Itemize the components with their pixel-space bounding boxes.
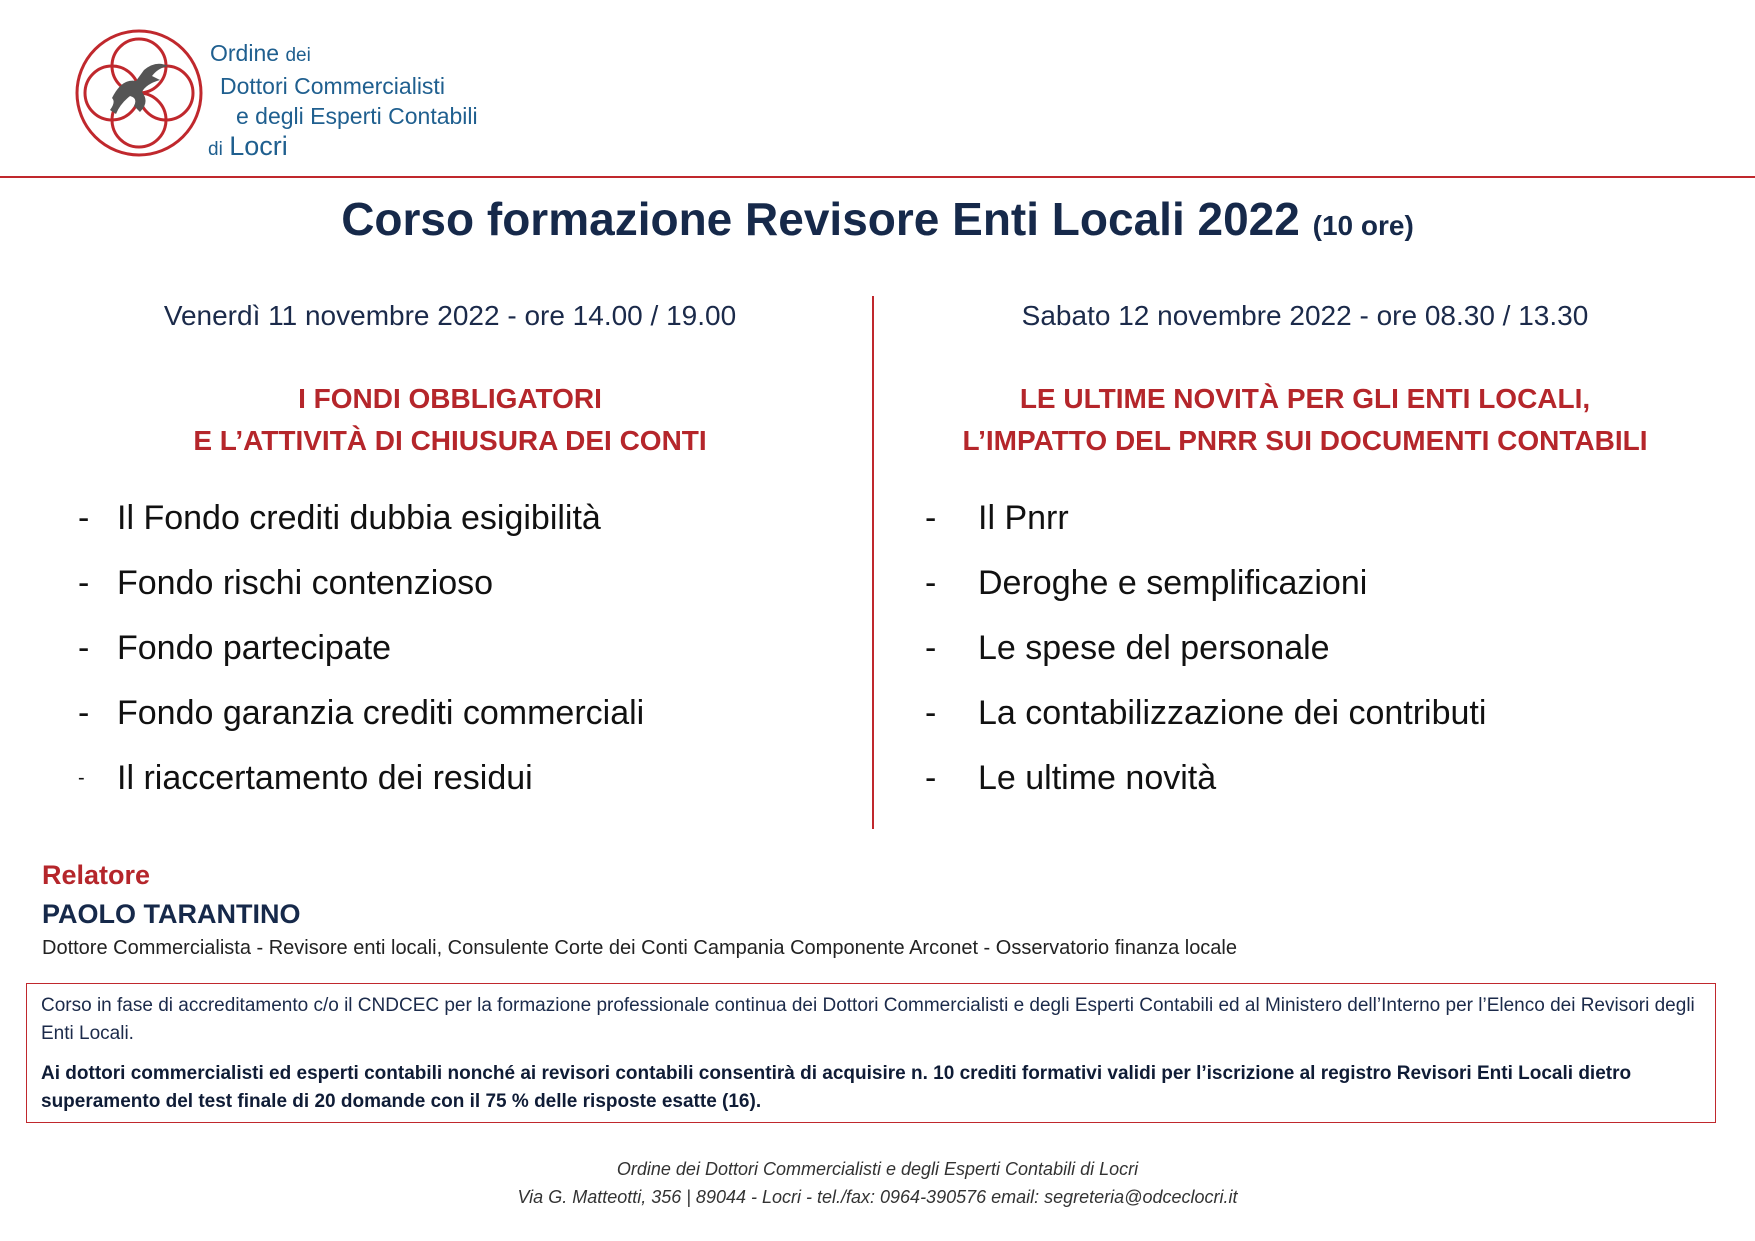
list-item bbox=[50, 563, 850, 628]
list-item-text: Deroghe e semplificazioni bbox=[978, 564, 1368, 602]
bullet-dash: - bbox=[925, 694, 937, 732]
bullet-dash: - bbox=[925, 564, 937, 602]
speaker-name: PAOLO TARANTINO bbox=[42, 899, 301, 929]
org-name-di: di bbox=[208, 139, 223, 160]
list-item bbox=[905, 628, 1705, 693]
column-divider bbox=[872, 296, 874, 829]
footer-line1: Ordine dei Dottori Commercialisti e degli Esperti Contabili di Locri bbox=[616, 1159, 1139, 1179]
speaker-description: Dottore Commercialista - Revisore enti locali, Consulente Corte dei Conti Campania Componente Arconet - Osservatorio finanza locale bbox=[42, 937, 1237, 959]
header-divider bbox=[0, 176, 1755, 178]
left-topic-list bbox=[50, 498, 850, 823]
bullet-dash: - bbox=[925, 499, 937, 537]
org-name-line2: Dottori Commercialisti bbox=[220, 73, 445, 99]
org-name-line3: e degli Esperti Contabili bbox=[236, 103, 478, 129]
org-name-locri: Locri bbox=[229, 131, 288, 161]
list-item bbox=[50, 628, 850, 693]
org-name-dei: dei bbox=[285, 45, 311, 66]
list-item bbox=[905, 563, 1705, 628]
list-item bbox=[50, 758, 850, 823]
organization-name bbox=[208, 38, 478, 165]
list-item-text: La contabilizzazione dei contributi bbox=[978, 694, 1487, 732]
logo-emblem bbox=[72, 26, 206, 160]
right-topic bbox=[905, 378, 1705, 462]
list-item bbox=[905, 758, 1705, 823]
right-date: Sabato 12 novembre 2022 - ore 08.30 / 13.30 bbox=[1021, 300, 1589, 331]
left-date: Venerdì 11 novembre 2022 - ore 14.00 / 19.00 bbox=[163, 300, 737, 331]
list-item bbox=[905, 498, 1705, 563]
page-title bbox=[0, 192, 1755, 246]
notice-credits-text: Ai dottori commercialisti ed esperti contabili nonché ai revisori contabili consentirà di acquisire n. 10 crediti formativi validi per l’iscrizione al registro Revisori Enti Locali dietro superamento del test finale di 20 domande con il 75 % delle risposte esatte (16). bbox=[41, 1063, 1632, 1112]
accreditation-notice bbox=[26, 983, 1716, 1123]
list-item-text: Fondo partecipate bbox=[117, 629, 392, 667]
bullet-dash: - bbox=[78, 629, 90, 667]
bullet-dash: - bbox=[78, 767, 85, 789]
right-topic-line2: L’IMPATTO DEL PNRR SUI DOCUMENTI CONTABILI bbox=[962, 425, 1648, 456]
list-item-text: Il Pnrr bbox=[978, 499, 1069, 537]
bullet-dash: - bbox=[78, 694, 90, 732]
notice-text: Corso in fase di accreditamento c/o il CNDCEC per la formazione professionale continua dei Dottori Commercialisti e degli Esperti Contabili ed al Ministero dell’Interno per l’Elenco dei Revisori degli Enti Locali. bbox=[41, 995, 1695, 1044]
right-topic-list bbox=[905, 498, 1705, 823]
right-column bbox=[905, 300, 1705, 823]
title-main: Corso formazione Revisore Enti Locali 2022 bbox=[341, 193, 1300, 245]
left-topic-line2: E L’ATTIVITÀ DI CHIUSURA DEI CONTI bbox=[193, 425, 707, 456]
left-topic bbox=[50, 378, 850, 462]
title-sub: (10 ore) bbox=[1312, 210, 1414, 241]
right-topic-line1: LE ULTIME NOVITÀ PER GLI ENTI LOCALI, bbox=[1019, 383, 1591, 414]
list-item-text: Le ultime novità bbox=[978, 759, 1217, 797]
bullet-dash: - bbox=[78, 564, 90, 602]
list-item-text: Le spese del personale bbox=[978, 629, 1330, 667]
left-column bbox=[50, 300, 850, 823]
list-item-text: Fondo garanzia crediti commerciali bbox=[117, 694, 645, 732]
list-item-text: Il Fondo crediti dubbia esigibilità bbox=[117, 499, 601, 537]
footer bbox=[0, 1155, 1755, 1211]
left-topic-line1: I FONDI OBBLIGATORI bbox=[298, 383, 602, 414]
list-item-text: Il riaccertamento dei residui bbox=[117, 759, 533, 797]
footer-line2: Via G. Matteotti, 356 | 89044 - Locri - tel./fax: 0964-390576 email: segreteria@odceclocri.it bbox=[517, 1187, 1238, 1207]
list-item bbox=[50, 498, 850, 563]
bullet-dash: - bbox=[78, 499, 90, 537]
speaker-label: Relatore bbox=[42, 860, 151, 890]
bullet-dash: - bbox=[925, 629, 937, 667]
list-item-text: Fondo rischi contenzioso bbox=[117, 564, 494, 602]
org-name-ordine: Ordine bbox=[210, 40, 280, 66]
list-item bbox=[905, 693, 1705, 758]
bullet-dash: - bbox=[925, 759, 937, 797]
list-item bbox=[50, 693, 850, 758]
